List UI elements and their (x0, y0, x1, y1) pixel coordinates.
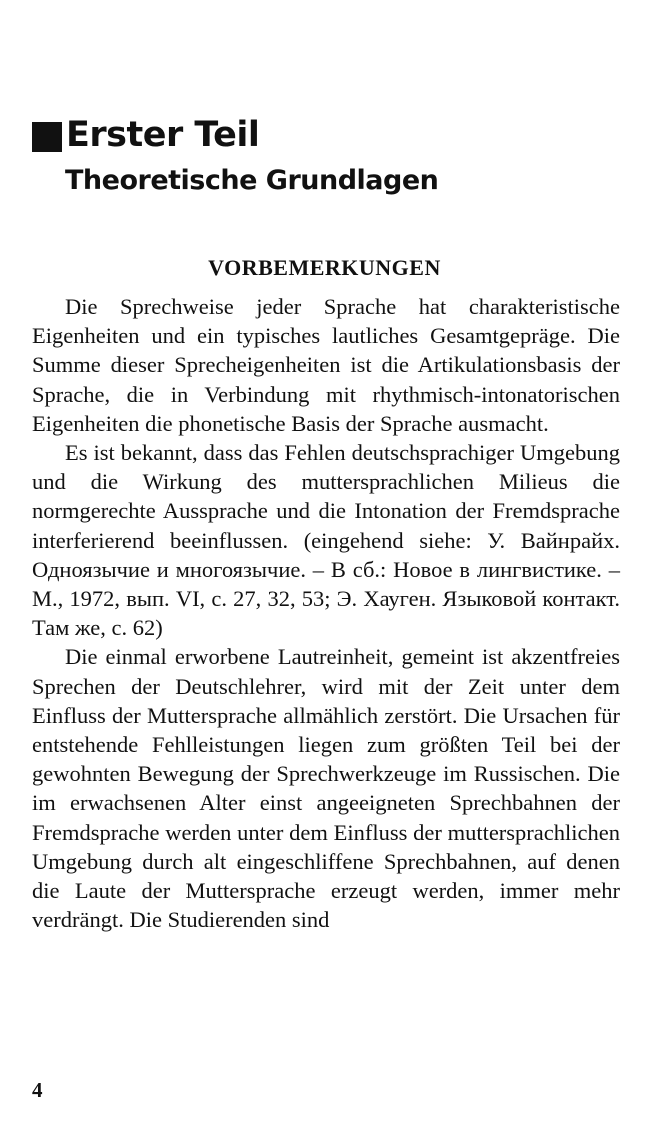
part-heading (32, 115, 260, 155)
part-title: Erster Teil (66, 115, 260, 155)
paragraph: Die einmal erworbene Lautreinheit, gemeint ist akzentfreies Sprechen der Deutschlehrer, wird mit der Zeit unter dem Einfluss der Muttersprache allmählich zerstört. Die Ursachen für entstehende Fehlleistungen liegen zum größten Teil bei der gewohnten Bewegung der Sprechwerkzeuge im Russischen. Die im erwachsenen Alter einst angeeigneten Sprechbahnen der Fremdsprache werden unter dem Einfluss der muttersprachlichen Umgebung durch alt eingeschliffene Sprechbahnen, auf denen die Laute der Muttersprache erzeugt werden, immer mehr verdrängt. Die Studierenden sind (32, 644, 620, 933)
square-bullet-icon (32, 122, 62, 152)
section-heading: VORBEMERKUNGEN (208, 255, 441, 280)
paragraph: Es ist bekannt, dass das Fehlen deutschsprachiger Umgebung und die Wirkung des muttersprachlichen Milieus die normgerechte Aussprache und die Intonation der Fremdsprache interferierend beeinflussen. (eingehend siehe: У. Вайнрайх. Одноязычие и многоязычие. – В сб.: Новое в лингвистике. – М., 1972, вып. VI, с. 27, 32, 53; Э. Хауген. Языковой контакт. Там же, с. 62) (32, 440, 620, 641)
paragraph: Die Sprechweise jeder Sprache hat charakteristische Eigenheiten und ein typisches lautliches Gesamtgepräge. Die Summe dieser Sprecheigenheiten ist die Artikulationsbasis der Sprache, die in Verbindung mit rhythmisch-intonatorischen Eigenheiten die phonetische Basis der Sprache ausmacht. (32, 294, 620, 436)
part-subtitle: Theoretische Grundlagen (65, 165, 439, 196)
body-text (32, 292, 620, 934)
page-number: 4 (32, 1078, 43, 1102)
